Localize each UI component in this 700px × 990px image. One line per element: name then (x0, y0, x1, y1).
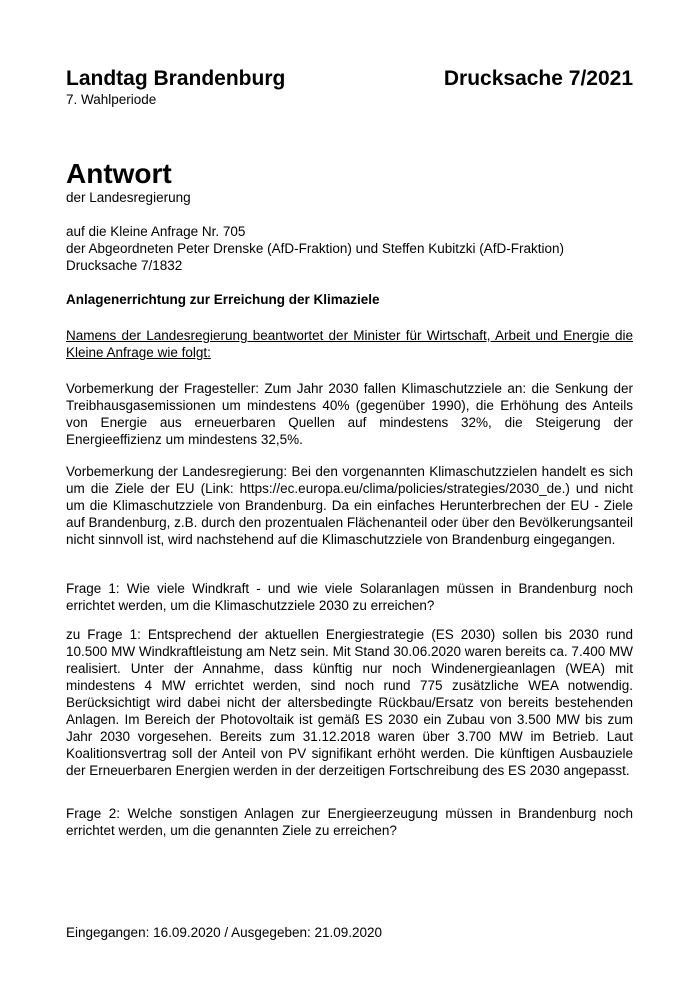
document-header (66, 66, 633, 91)
doc-type-title: Antwort (66, 158, 172, 189)
doc-type-subtitle: der Landesregierung (66, 190, 191, 205)
drucksache-number: Drucksache 7/2021 (443, 67, 633, 90)
reference-line-3: Drucksache 7/1832 (66, 258, 183, 273)
frage-2: Frage 2: Welche sonstigen Anlagen zur Energieerzeugung müssen in Brandenburg noch errichtet werden, um die genannten Ziele zu erreichen? (66, 806, 633, 838)
institution-title: Landtag Brandenburg (66, 67, 286, 90)
reference-block (66, 223, 633, 274)
subject-heading: Anlagenerrichtung zur Erreichung der Klimaziele (66, 292, 380, 307)
reference-line-1: auf die Kleine Anfrage Nr. 705 (66, 224, 246, 239)
document-page (66, 0, 633, 990)
intro-paragraph: Namens der Landesregierung beantwortet der Minister für Wirtschaft, Arbeit und Energie die Kleine Anfrage wie folgt: (66, 328, 633, 360)
wahlperiode: 7. Wahlperiode (66, 92, 157, 107)
reference-line-2: der Abgeordneten Peter Drenske (AfD-Fraktion) und Steffen Kubitzki (AfD-Fraktion) (66, 241, 564, 256)
frage-1: Frage 1: Wie viele Windkraft - und wie viele Solaranlagen müssen in Brandenburg noch errichtet werden, um die Klimaschutzziele 2030 zu erreichen? (66, 581, 633, 613)
vorbemerkung-fragesteller: Vorbemerkung der Fragesteller: Zum Jahr 2030 fallen Klimaschutzziele an: die Senkung der Treibhausgasemissionen um mindestens 40% (gegenüber 1990), die Erhöhung des Anteils von Energie aus erneuerbaren Quellen auf mindestens 32%, die Steigerung der Energieeffizienz um mindestens 32,5%. (66, 381, 633, 447)
footer-dates: Eingegangen: 16.09.2020 / Ausgegeben: 21.09.2020 (66, 925, 383, 940)
vorbemerkung-landesregierung: Vorbemerkung der Landesregierung: Bei den vorgenannten Klimaschutzzielen handelt es sich um die Ziele der EU (Link: https://ec.europa.eu/clima/policies/strategies/2030_de.) und nicht um die Klimaschutzziele von Brandenburg. Da ein einfaches Herunterbrechen der EU - Ziele auf Brandenburg, z.B. durch den prozentualen Flächenanteil oder über den Bevölkerungsanteil nicht sinnvoll ist, wird nachstehend auf die Klimaschutzziele von Brandenburg eingegangen. (66, 464, 633, 547)
antwort-1: zu Frage 1: Entsprechend der aktuellen Energiestrategie (ES 2030) sollen bis 2030 rund 10.500 MW Windkraftleistung am Netz sein. Mit Stand 30.06.2020 waren bereits ca. 7.400 MW realisiert. Unter der Annahme, dass künftig nur noch Windenergieanlagen (WEA) mit mindestens 4 MW errichtet werden, sind noch rund 775 zusätzliche WEA notwendig. Berücksichtigt wird dabei nicht der altersbedingte Rückbau/Ersatz von bereits bestehenden Anlagen. Im Bereich der Photovoltaik ist gemäß ES 2030 ein Zubau von 3.500 MW bis zum Jahr 2030 vorgesehen. Bereits zum 31.12.2018 waren über 3.700 MW im Betrieb. Laut Koalitionsvertrag soll der Anteil von PV signifikant erhöht werden. Die künftigen Ausbauziele der Erneuerbaren Energien werden in der derzeitigen Fortschreibung des ES 2030 angepasst. (66, 627, 633, 778)
